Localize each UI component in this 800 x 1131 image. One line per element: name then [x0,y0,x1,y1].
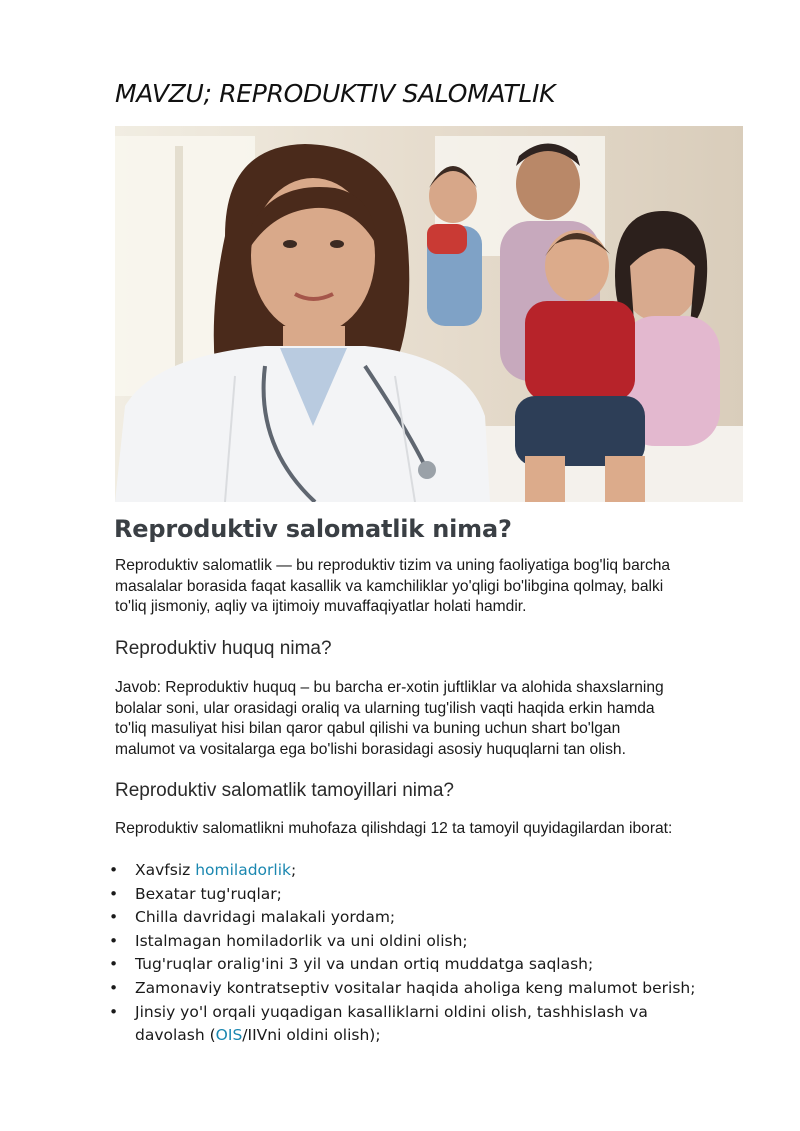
bullet-icon: • [109,931,119,950]
list-item [107,977,755,1001]
list-item-text: /IIVni oldini olish); [242,1026,381,1045]
list-item-text: Zamonaviy kontratseptiv vositalar haqida aholiga keng malumot berish; [135,978,696,997]
ois-link[interactable]: OIS [215,1026,243,1045]
bullet-icon: • [109,1002,119,1021]
list-item-text: Xavfsiz [135,861,196,879]
paragraph-line: Javob: Reproduktiv huquq – bu barcha er-xotin juftliklar va alohida shaxslarning [115,679,664,696]
bullet-icon: • [109,861,119,879]
paragraph-line: masalalar borasida faqat kasallik va kamchiliklar yo'qligi bo'libgina qolmay, balki [115,577,664,595]
list-item-text: Tug'ruqlar oralig'ini 3 yil va undan ortiq muddatga saqlash; [135,955,594,974]
bullet-icon: • [109,884,119,903]
list-item-text: Bexatar tug'ruqlar; [135,884,282,903]
section-heading-rights: Reproduktiv huquq nima? [115,638,332,659]
section-paragraph-definition [115,556,755,618]
section-intro-principles: Reproduktiv salomatlikni muhofaza qilishdagi 12 ta tamoyil quyidagilardan iborat: [115,820,673,837]
section-paragraph-rights [115,678,755,760]
list-item-text: Jinsiy yo'l orqali yuqadigan kasalliklarni oldini olish, tashhislash va [135,1002,648,1021]
list-item-text: ; [291,861,297,879]
document-title: MAVZU; REPRODUKTIV SALOMATLIK [115,79,556,108]
paragraph-line: Reproduktiv salomatlik — bu reproduktiv tizim va uning faoliyatiga bog'liq barcha [115,557,671,574]
section-heading-principles: Reproduktiv salomatlik tamoyillari nima? [115,780,454,801]
list-item [107,906,755,930]
doctor-and-family-photo [115,126,743,502]
list-item [107,930,755,954]
bullet-icon: • [109,978,119,997]
list-item [107,859,755,883]
paragraph-line: bolalar soni, ular orasidagi oraliq va ularning tug'ilish vaqti haqida erkin hamda [115,699,655,717]
list-item [107,883,755,907]
list-item-text: Chilla davridagi malakali yordam; [135,908,396,927]
paragraph-line: to'liq jismoniy, aqliy va ijtimoiy muvaffaqiyatlar holati hamdir. [115,598,527,615]
paragraph-line: to'liq masuliyat hisi bilan qaror qabul qilishi va buning uchun shart bo'lgan [115,720,621,737]
list-item-text: Istalmagan homiladorlik va uni oldini olish; [135,931,468,950]
section-heading-what-is: Reproduktiv salomatlik nima? [114,515,512,543]
paragraph-line: malumot va vositalarga ega bo'lishi borasidagi asosiy huquqlarni tan olish. [115,740,626,758]
list-item [107,1001,755,1048]
bullet-icon: • [109,955,119,974]
principles-list [107,859,755,1048]
bullet-icon: • [109,908,119,927]
homiladorlik-link[interactable]: homiladorlik [195,861,292,879]
list-item-text: davolash ( [135,1026,216,1045]
list-item [107,953,755,977]
